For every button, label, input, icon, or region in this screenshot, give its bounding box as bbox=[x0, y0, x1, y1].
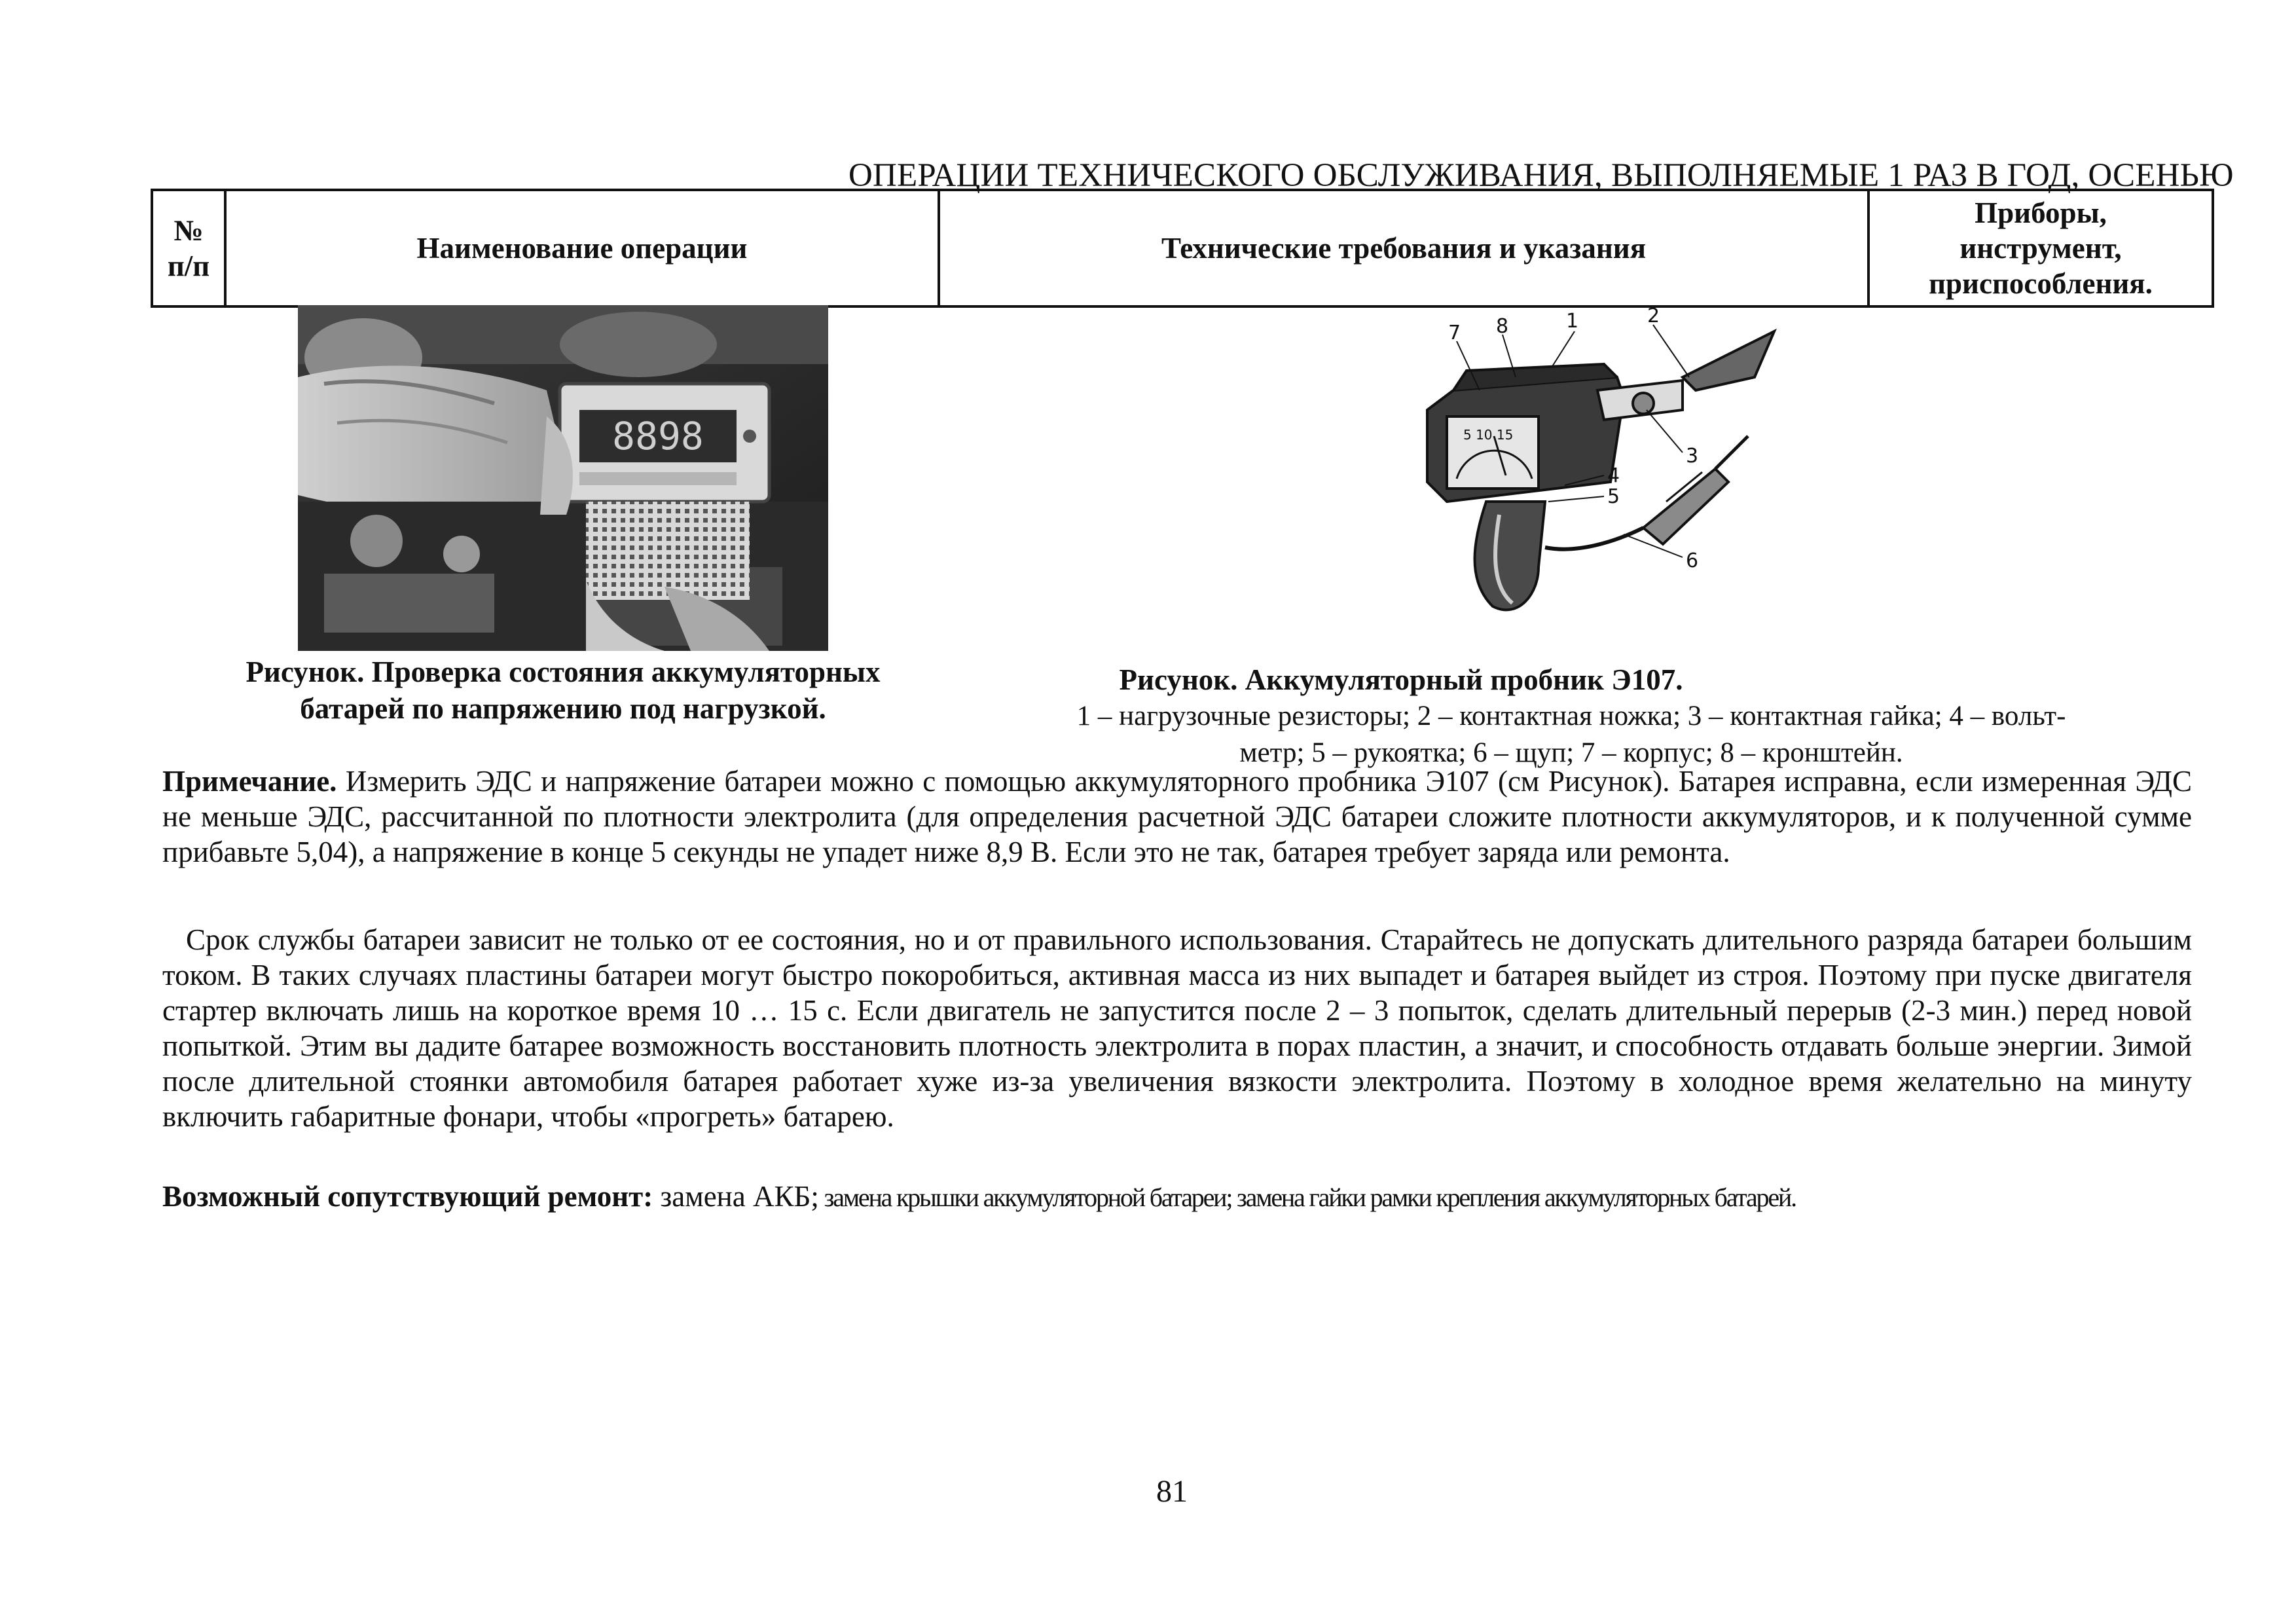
related-repair bbox=[162, 1179, 2225, 1215]
col-number bbox=[152, 190, 225, 306]
callout-8: 8 bbox=[1496, 315, 1509, 338]
battery-test-photo bbox=[298, 305, 828, 651]
related-repair-label: Возможный сопутствующий ремонт: bbox=[162, 1180, 653, 1213]
note-paragraph bbox=[162, 764, 2192, 870]
col-tools bbox=[1868, 190, 2213, 306]
related-repair-item2: замена крышки аккумуляторной батареи; замена гайки рамки крепления аккумуляторных батарей. bbox=[818, 1183, 1796, 1212]
col-number-line2: п/п bbox=[167, 249, 210, 282]
note-label: Примечание. bbox=[162, 765, 337, 798]
callout-4: 4 bbox=[1607, 464, 1620, 487]
callout-3: 3 bbox=[1686, 445, 1699, 468]
probe-e107-diagram bbox=[1408, 305, 1813, 633]
callout-6: 6 bbox=[1686, 549, 1699, 572]
callout-1: 1 bbox=[1566, 310, 1579, 333]
callout-5: 5 bbox=[1607, 485, 1620, 508]
page-number: 81 bbox=[1156, 1474, 1188, 1509]
figure-right-legend-line2: метр; 5 – рукоятка; 6 – щуп; 7 – корпус; 8 – кронштейн. bbox=[1239, 737, 1903, 768]
svg-text:5 10 15: 5 10 15 bbox=[1463, 427, 1514, 443]
callout-7: 7 bbox=[1448, 322, 1461, 344]
col-number-line1: № bbox=[173, 214, 204, 247]
figure-right-caption-title: Рисунок. Аккумуляторный пробник Э107. bbox=[1119, 663, 1683, 696]
figure-right-legend-line1: 1 – нагрузочные резисторы; 2 – контактная ножка; 3 – контактная гайка; 4 – вольт- bbox=[1076, 701, 2066, 731]
callout-2: 2 bbox=[1647, 305, 1660, 327]
col-tools-line3: приспособления. bbox=[1929, 267, 2153, 300]
tester-display-digits: 8898 bbox=[612, 414, 704, 458]
col-operation-name: Наименование операции bbox=[225, 190, 939, 306]
battery-life-paragraph: Срок службы батареи зависит не только от ее состояния, но и от правильного использования. Старайтесь не допускать длительного разряда батареи большим током. В таких случаях пластины батареи могут быстро покоробиться, активная масса из них выпадет и батарея выйдет из строя. Поэтому при пуске двигателя стартер включать лишь на короткое время 10 … 15 с. Если двигатель не запустится после 2 – 3 попыток, сделать длительный перерыв (2-3 мин.) перед новой попыткой. Этим вы дадите батарее возможность восстановить плотность электролита в порах пластин, а значит, и способность отдавать больше энергии. Зимой после длительной стоянки автомобиля батарея работает хуже из-за увеличения вязкости электролита. Поэтому в холодное время желательно на минуту включить габаритные фонари, чтобы «прогреть» батарею. bbox=[162, 923, 2192, 1133]
col-tools-line1: Приборы, bbox=[1975, 196, 2107, 229]
figure-right-legend bbox=[982, 698, 2160, 771]
figure-left-caption bbox=[151, 654, 975, 727]
related-repair-item1: замена АКБ; bbox=[653, 1180, 819, 1213]
col-tools-line2: инструмент, bbox=[1959, 232, 2122, 265]
figure-left-caption-line2: батарей по напряжению под нагрузкой. bbox=[300, 692, 826, 725]
col-requirements: Технические требования и указания bbox=[939, 190, 1868, 306]
operations-table-header bbox=[151, 189, 2214, 308]
figure-left-caption-line1: Рисунок. Проверка состояния аккумуляторных bbox=[246, 655, 881, 688]
note-text: Измерить ЭДС и напряжение батареи можно с помощью аккумуляторного пробника Э107 (см Рисунок). Батарея исправна, если измеренная ЭДС не меньше ЭДС, рассчитанной по плотности электролита (для определения расчетной ЭДС батареи сложите плотности аккумуляторов, и к полученной сумме прибавьте 5,04), а напряжение в конце 5 секунды не упадет ниже 8,9 В. Если это не так, батарея требует заряда или ремонта. bbox=[162, 765, 2192, 868]
section-title: ОПЕРАЦИИ ТЕХНИЧЕСКОГО ОБСЛУЖИВАНИЯ, ВЫПОЛНЯЕМЫЕ 1 РАЗ В ГОД, ОСЕНЬЮ bbox=[848, 157, 2234, 194]
